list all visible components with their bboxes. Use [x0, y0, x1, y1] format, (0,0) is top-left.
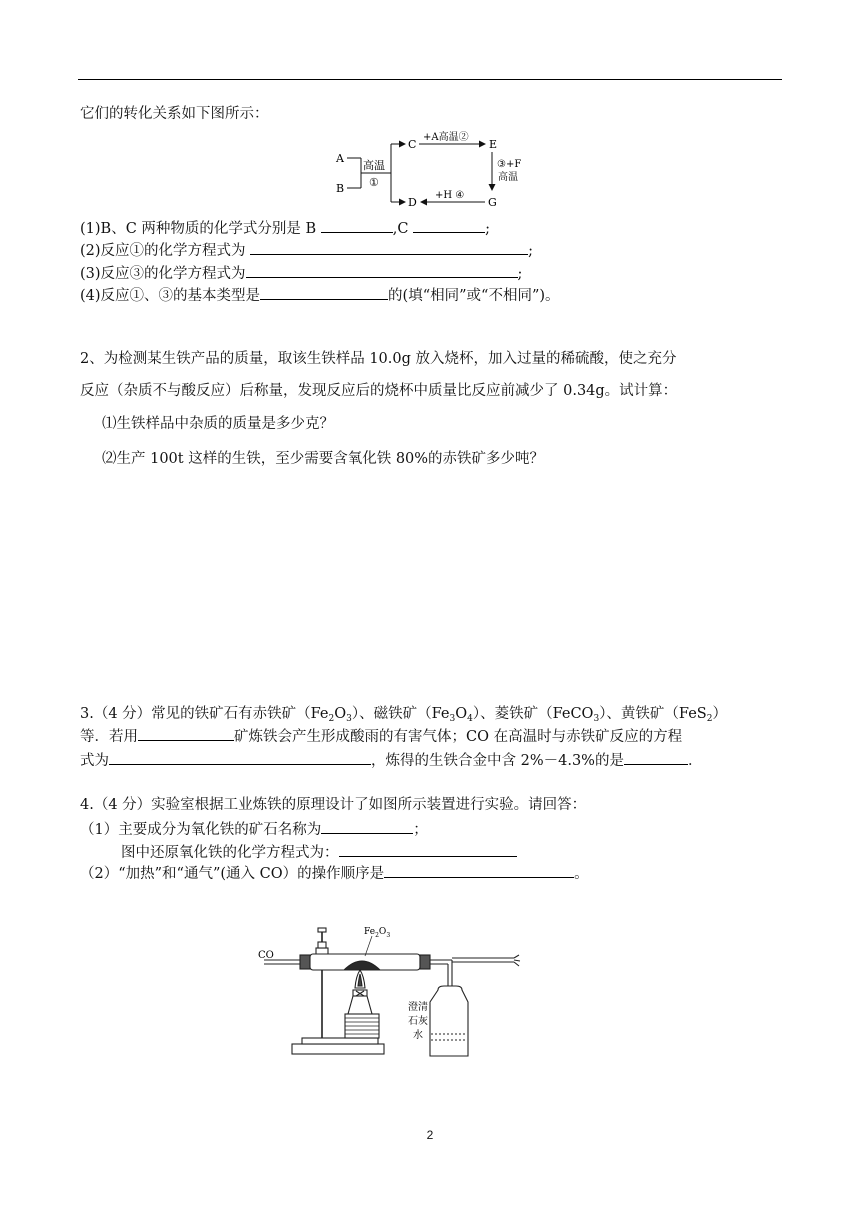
condition-1-number: ①	[369, 176, 379, 189]
limewater-label-1: 澄清	[408, 1002, 428, 1013]
q2-sub-2: ⑵生产 100t 这样的生铁，至少需要含氧化铁 80%的赤铁矿多少吨？	[102, 451, 545, 467]
co-label: CO	[258, 950, 274, 961]
node-d: D	[408, 196, 417, 209]
intro-text: 它们的转化关系如下图所示：	[80, 106, 269, 122]
condition-3a: ③+F	[497, 159, 522, 170]
blank-equation-3[interactable]	[246, 263, 518, 278]
condition-4: +H ④	[435, 190, 465, 201]
q2-line-1: 2、为检测某生铁产品的质量，取该生铁样品 10.0g 放入烧杯，加入过量的稀硫酸，使之充分	[80, 351, 677, 367]
q3-line-3: 式为 ，炼得的生铁合金中含 2%－4.3%的是 ．	[80, 750, 702, 771]
blank-equation-1[interactable]	[250, 240, 528, 255]
q2-line-2: 反应（杂质不与酸反应）后称量，发现反应后的烧杯中质量比反应前减少了 0.34g。试计算：	[80, 383, 678, 399]
page-number: 2	[426, 1128, 434, 1142]
node-b: B	[336, 182, 345, 195]
fe2o3-label: $Fe_2O_3$	[364, 927, 391, 939]
q1-line-1: (1)B、C 两种物质的化学式分别是 B ,C ;	[80, 218, 490, 239]
node-a: A	[336, 152, 344, 165]
transformation-diagram	[325, 128, 530, 212]
q4-part-1-equation: 图中还原氧化铁的化学方程式为：	[121, 842, 517, 863]
q1-line-3: (3)反应③的化学方程式为 ;	[80, 263, 522, 284]
limewater-label-2: 石灰	[408, 1016, 428, 1027]
apparatus-diagram	[252, 918, 527, 1060]
q3-line-1: 3.（4 分）常见的铁矿石有赤铁矿$(Fe_2O_3)$、磁铁矿$(Fe_3O_4)$、菱铁矿（FeCO$_3$）、黄铁矿（FeS$_2$）	[80, 706, 727, 724]
q4-part-1: （1）主要成分为氧化铁的矿石名称为 ；	[80, 819, 428, 840]
blank-carbon[interactable]	[624, 750, 688, 765]
condition-1-text: 高温	[363, 159, 385, 172]
node-c: C	[408, 138, 417, 151]
blank-ore-name[interactable]	[138, 726, 234, 741]
header-rule	[78, 79, 782, 80]
blank-reaction-type[interactable]	[260, 285, 388, 300]
q3-line-2: 等．若用 矿炼铁会产生形成酸雨的有害气体；CO 在高温时与赤铁矿反应的方程	[80, 726, 682, 747]
q1-line-2: (2)反应①的化学方程式为 ;	[80, 240, 533, 261]
blank-c[interactable]	[413, 218, 485, 233]
q4-title: 4.（4 分）实验室根据工业炼铁的原理设计了如图所示装置进行实验。请回答：	[80, 797, 587, 813]
blank-co-equation[interactable]	[109, 750, 371, 765]
blank-operation-order[interactable]	[384, 863, 574, 878]
blank-b[interactable]	[321, 218, 393, 233]
condition-2: +A高温②	[423, 132, 469, 143]
blank-ore[interactable]	[321, 819, 413, 834]
limewater-label-3: 水	[413, 1030, 423, 1041]
condition-3b: 高温	[498, 172, 518, 183]
q1-line-4: (4)反应①、③的基本类型是 的(填“相同”或“不相同”)。	[80, 285, 560, 306]
node-g: G	[488, 196, 497, 209]
q4-part-2: （2）“加热”和“通气”(通入 CO）的操作顺序是 。	[80, 863, 589, 884]
node-e: E	[489, 138, 498, 151]
blank-reduction-equation[interactable]	[339, 842, 517, 857]
q2-sub-1: ⑴生铁样品中杂质的质量是多少克？	[102, 416, 334, 432]
